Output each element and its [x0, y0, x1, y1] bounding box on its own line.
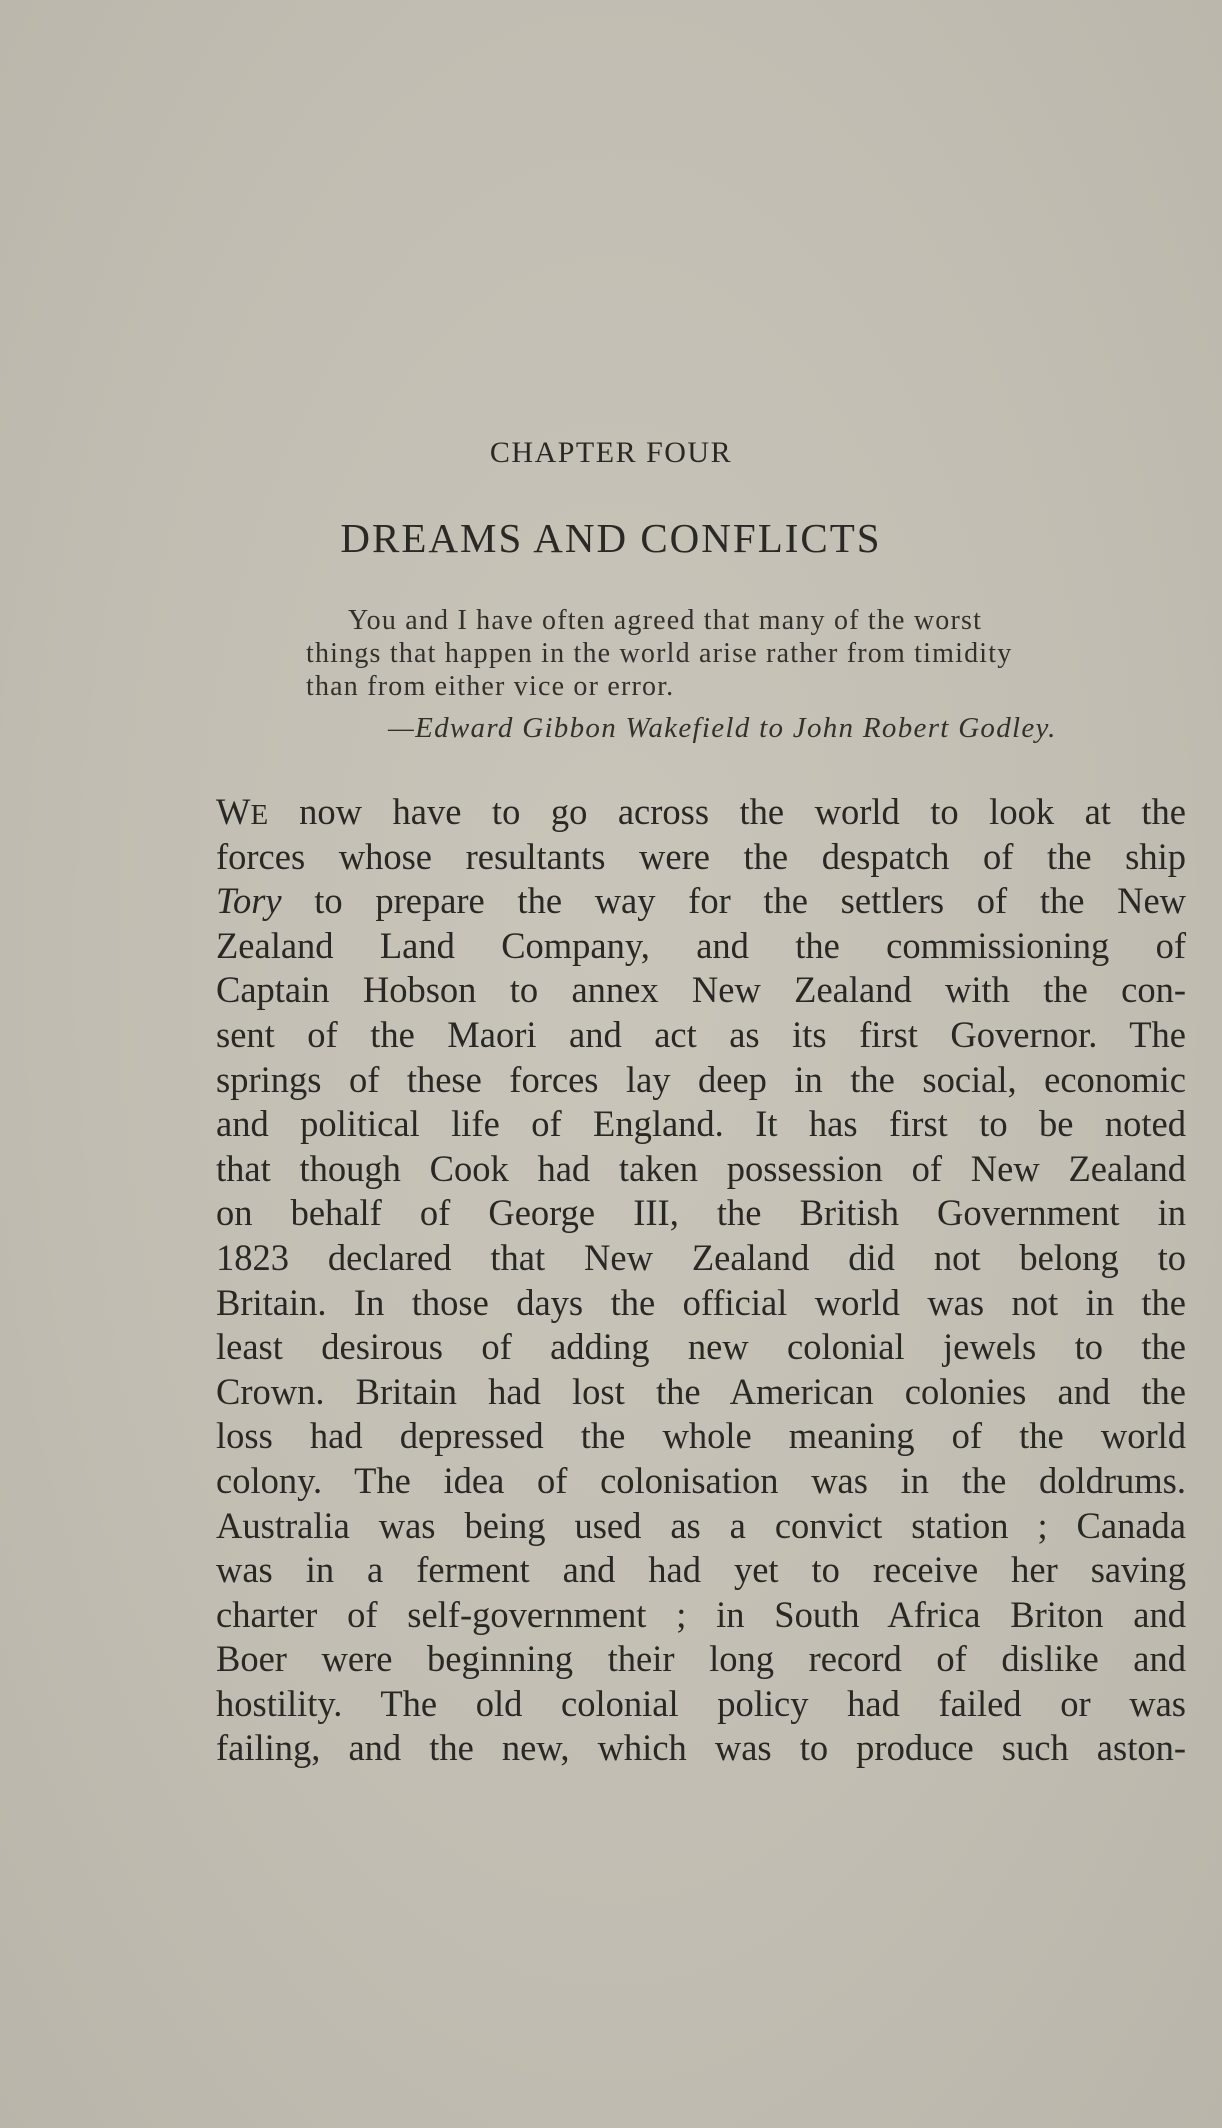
epigraph-line: You and I have often agreed that many of the worst	[348, 605, 983, 636]
body-line: and political life of England. It has first to be noted	[216, 1103, 1186, 1145]
body-line: forces whose resultants were the despatch of the ship	[216, 835, 1186, 877]
body-line: failing, and the new, which was to produce such aston-	[216, 1727, 1186, 1769]
epigraph	[306, 604, 1114, 703]
body-line: Captain Hobson to annex New Zealand with the con-	[216, 969, 1186, 1011]
dropcap-small-caps: E	[250, 799, 269, 831]
body-line	[216, 879, 1186, 924]
body-line-text: now have to go across the world to look at the	[268, 791, 1186, 832]
body-paragraph	[216, 790, 1186, 1771]
body-line-text: to prepare the way for the settlers of the New	[281, 880, 1186, 922]
chapter-label: CHAPTER FOUR	[489, 436, 733, 469]
body-line: least desirous of adding new colonial jewels to the	[216, 1326, 1186, 1368]
body-line: Zealand Land Company, and the commissioning of	[216, 924, 1186, 966]
body-line: that though Cook had taken possession of New Zealand	[216, 1147, 1186, 1189]
body-line: Boer were beginning their long record of dislike and	[216, 1638, 1186, 1680]
ship-name: Tory	[216, 880, 282, 922]
body-line: on behalf of George III, the British Government in	[216, 1192, 1186, 1234]
epigraph-line: than from either vice or error.	[306, 671, 675, 702]
body-line: charter of self-government ; in South Africa Briton and	[216, 1593, 1186, 1635]
chapter-title: DREAMS AND CONFLICTS	[340, 515, 882, 561]
body-line: was in a ferment and had yet to receive her saving	[216, 1549, 1186, 1591]
body-line: loss had depressed the whole meaning of the world	[216, 1415, 1186, 1457]
body-line: sent of the Maori and act as its first Governor. The	[216, 1013, 1186, 1055]
dropcap-initial: W	[216, 791, 251, 832]
body-line: hostility. The old colonial policy had failed or was	[216, 1682, 1186, 1724]
epigraph-line: things that happen in the world arise rather from timidity	[306, 638, 1013, 669]
epigraph-attribution: —Edward Gibbon Wakefield to John Robert Godley.	[388, 712, 1057, 744]
body-line: colony. The idea of colonisation was in the doldrums.	[216, 1459, 1186, 1501]
body-line: 1823 declared that New Zealand did not belong to	[216, 1236, 1186, 1278]
body-line: Australia was being used as a convict station ; Canada	[216, 1504, 1186, 1546]
body-line: springs of these forces lay deep in the social, economic	[216, 1058, 1186, 1100]
body-line: Britain. In those days the official world was not in the	[216, 1281, 1186, 1323]
body-line	[216, 790, 1186, 835]
body-line: Crown. Britain had lost the American colonies and the	[216, 1370, 1186, 1412]
